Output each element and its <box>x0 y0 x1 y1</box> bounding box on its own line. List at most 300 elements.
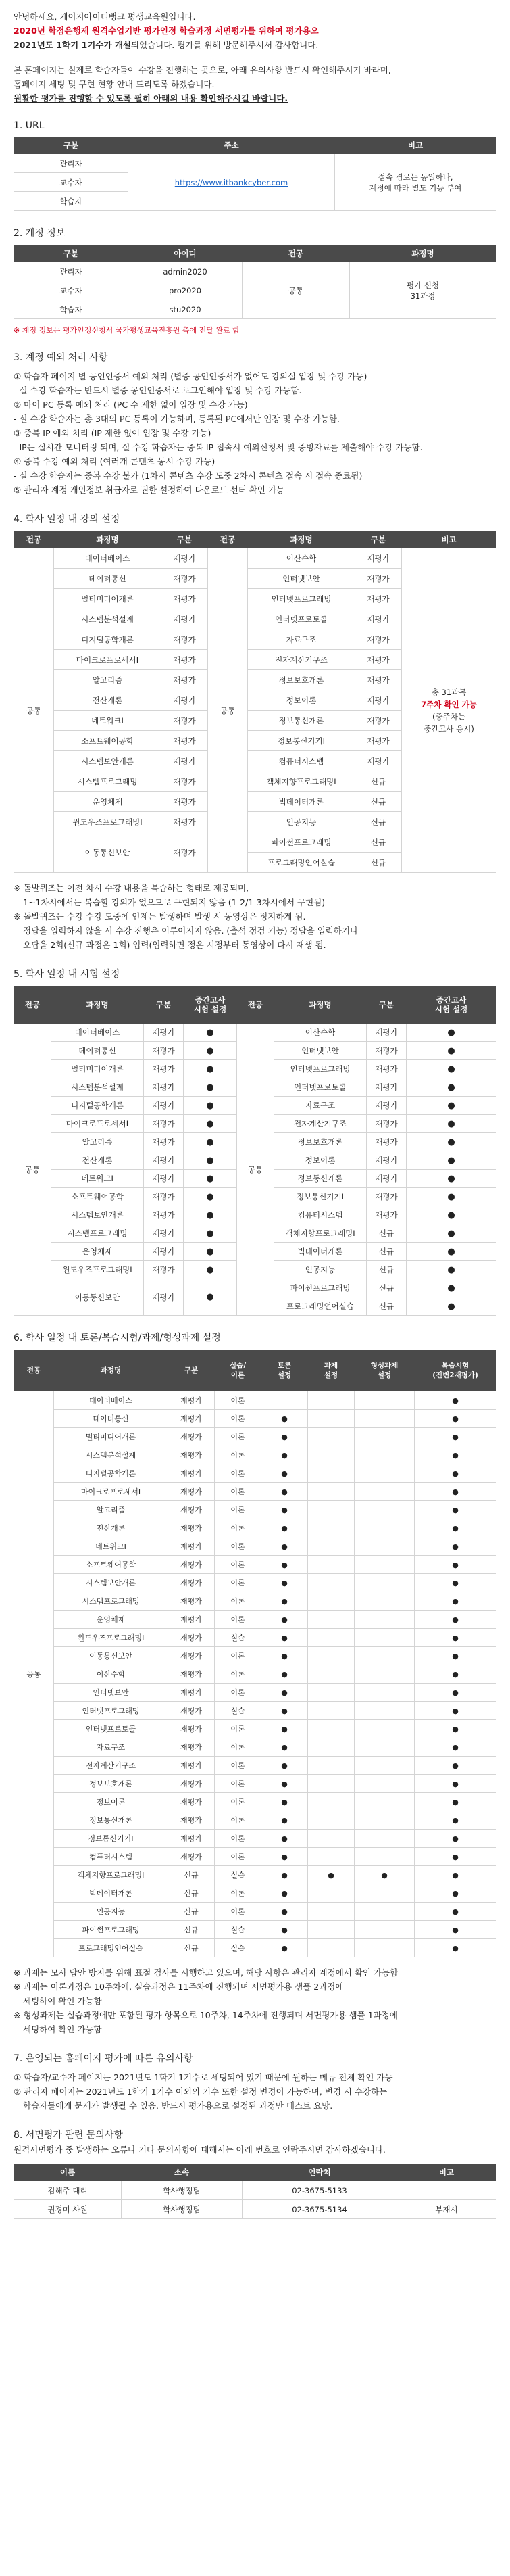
lecture-course-type: 재평가 <box>355 569 402 589</box>
activity-course-name: 이산수학 <box>54 1665 168 1684</box>
exam-mark: ● <box>184 1097 237 1115</box>
activity-course-kind: 이론 <box>215 1483 261 1501</box>
activity-row <box>14 1556 496 1574</box>
exam-mark: ● <box>407 1243 496 1261</box>
activity-review-mark: ● <box>415 1939 496 1957</box>
lecture-header: 전공 <box>14 531 54 548</box>
lecture-course-type: 재평가 <box>355 629 402 650</box>
lecture-course-name: 알고리즘 <box>54 670 161 690</box>
activity-row <box>14 1483 496 1501</box>
activity-assignment-mark <box>308 1921 355 1939</box>
exam-row <box>14 1024 496 1042</box>
url-remark <box>335 154 496 211</box>
activity-course-name: 자료구조 <box>54 1738 168 1757</box>
exam-course-name: 인터넷보안 <box>274 1042 367 1060</box>
activity-discussion-mark: ● <box>261 1757 308 1775</box>
activity-course-kind: 이론 <box>215 1574 261 1592</box>
activity-formative-mark <box>355 1592 415 1611</box>
activity-course-kind: 이론 <box>215 1537 261 1556</box>
activity-course-name: 빅데이터개론 <box>54 1884 168 1903</box>
exam-mark: ● <box>184 1224 237 1243</box>
exam-header: 중간고사 시험 설정 <box>407 986 496 1024</box>
activity-assignment-mark <box>308 1611 355 1629</box>
exam-course-type: 재평가 <box>144 1060 184 1078</box>
activity-discussion-mark: ● <box>261 1592 308 1611</box>
activity-notes <box>14 1965 496 2036</box>
activity-review-mark: ● <box>415 1647 496 1665</box>
lecture-course-name: 이산수학 <box>248 548 355 569</box>
section-caution-title: 7. 운영되는 홈페이지 평가에 따른 유의사항 <box>14 2053 193 2064</box>
activity-course-type: 재평가 <box>168 1501 215 1519</box>
exam-mark: ● <box>407 1297 496 1316</box>
account-id: pro2020 <box>128 281 243 300</box>
lecture-course-type: 재평가 <box>161 609 208 629</box>
intro-greeting: 안녕하세요, 케이지아이티뱅크 평생교육원입니다. <box>14 11 196 22</box>
contact-dept: 학사행정팀 <box>122 2181 243 2200</box>
lecture-major: 공통 <box>208 548 248 873</box>
activity-row <box>14 1501 496 1519</box>
activity-assignment-mark <box>308 1848 355 1866</box>
activity-header: 형성과제 설정 <box>355 1350 415 1391</box>
section-lecture-title: 4. 학사 일정 내 강의 설정 <box>14 514 120 525</box>
activity-review-mark: ● <box>415 1720 496 1738</box>
exam-header: 전공 <box>237 986 274 1024</box>
section-exception-title: 3. 계정 예외 처리 사항 <box>14 352 108 363</box>
activity-discussion-mark: ● <box>261 1665 308 1684</box>
account-course-2: 31과정 <box>410 291 436 301</box>
activity-course-kind: 이론 <box>215 1647 261 1665</box>
exam-course-name: 전자계산기구조 <box>274 1115 367 1133</box>
activity-course-type: 재평가 <box>168 1592 215 1611</box>
exam-header: 구분 <box>367 986 407 1024</box>
activity-review-mark: ● <box>415 1391 496 1410</box>
exam-course-name: 마이크로프로세서Ⅰ <box>51 1115 144 1133</box>
exam-course-name: 인공지능 <box>274 1261 367 1279</box>
activity-discussion-mark: ● <box>261 1884 308 1903</box>
activity-discussion-mark: ● <box>261 1830 308 1848</box>
contact-dept: 학사행정팀 <box>122 2200 243 2219</box>
lecture-course-type: 재평가 <box>161 589 208 609</box>
activity-discussion-mark: ● <box>261 1702 308 1720</box>
activity-formative-mark <box>355 1757 415 1775</box>
url-cell <box>128 154 335 211</box>
exam-course-type: 재평가 <box>367 1024 407 1042</box>
activity-header: 과제 설정 <box>308 1350 355 1391</box>
activity-course-name: 데이터베이스 <box>54 1391 168 1410</box>
activity-course-type: 신규 <box>168 1884 215 1903</box>
activity-course-type: 재평가 <box>168 1775 215 1793</box>
activity-course-name: 전자계산기구조 <box>54 1757 168 1775</box>
exam-course-name: 파이썬프로그래밍 <box>274 1279 367 1297</box>
activity-course-name: 프로그래밍언어실습 <box>54 1939 168 1957</box>
exam-course-name: 인터넷프로그래밍 <box>274 1060 367 1078</box>
lecture-course-type: 재평가 <box>161 629 208 650</box>
exam-course-type: 재평가 <box>144 1224 184 1243</box>
activity-formative-mark <box>355 1684 415 1702</box>
lecture-course-name: 멀티미디어개론 <box>54 589 161 609</box>
exam-course-type: 재평가 <box>144 1170 184 1188</box>
activity-review-mark: ● <box>415 1574 496 1592</box>
activity-note: ※ 과제는 이론과정은 10주차에, 실습과정은 11주차에 진행되며 서면평가용 샘플 2과정에 <box>14 1982 344 1992</box>
activity-course-name: 컴퓨터시스템 <box>54 1848 168 1866</box>
activity-course-type: 신규 <box>168 1903 215 1921</box>
exam-course-name: 알고리즘 <box>51 1133 144 1151</box>
exception-item: ③ 중복 IP 예외 처리 (IP 제한 없이 입장 및 수강 가능) <box>14 428 211 438</box>
exam-mark: ● <box>407 1261 496 1279</box>
activity-formative-mark <box>355 1556 415 1574</box>
caution-item: ① 학습자/교수자 페이지는 2021년도 1학기 1기수로 세팅되어 있기 때문에 원하는 메뉴 전체 확인 가능 <box>14 2072 393 2082</box>
exam-course-type: 재평가 <box>367 1151 407 1170</box>
lecture-course-name: 컴퓨터시스템 <box>248 751 355 771</box>
activity-discussion-mark: ● <box>261 1720 308 1738</box>
activity-course-name: 알고리즘 <box>54 1501 168 1519</box>
activity-course-kind: 이론 <box>215 1428 261 1446</box>
activity-course-type: 재평가 <box>168 1647 215 1665</box>
activity-course-kind: 이론 <box>215 1556 261 1574</box>
lecture-note: 정답을 입력하지 않을 시 수강 진행은 이루어지지 않음. (출석 점검 기능) 정답을 입력하거나 <box>23 926 359 936</box>
exam-course-type: 재평가 <box>144 1115 184 1133</box>
account-role: 교수자 <box>14 281 128 300</box>
activity-course-kind: 실습 <box>215 1866 261 1884</box>
activity-course-kind: 이론 <box>215 1665 261 1684</box>
account-header-major: 전공 <box>243 245 350 262</box>
activity-row <box>14 1684 496 1702</box>
lecture-course-name: 정보통신기기Ⅰ <box>248 731 355 751</box>
exam-course-name: 운영체제 <box>51 1243 144 1261</box>
activity-discussion-mark: ● <box>261 1464 308 1483</box>
lecture-course-name: 인공지능 <box>248 812 355 832</box>
exam-course-name: 데이터통신 <box>51 1042 144 1060</box>
lecture-course-name: 윈도우즈프로그래밍Ⅰ <box>54 812 161 832</box>
activity-discussion-mark: ● <box>261 1811 308 1830</box>
activity-assignment-mark <box>308 1793 355 1811</box>
lecture-course-name: 프로그래밍언어실습 <box>248 853 355 873</box>
activity-discussion-mark: ● <box>261 1519 308 1537</box>
exam-course-type: 신규 <box>367 1243 407 1261</box>
exam-course-type: 신규 <box>367 1261 407 1279</box>
activity-row <box>14 1665 496 1684</box>
activity-assignment-mark <box>308 1757 355 1775</box>
activity-course-kind: 이론 <box>215 1848 261 1866</box>
exam-mark: ● <box>184 1170 237 1188</box>
activity-course-kind: 이론 <box>215 1884 261 1903</box>
contact-phone[interactable]: 02-3675-5133 <box>243 2181 397 2200</box>
lecture-course-type: 재평가 <box>161 690 208 711</box>
lecture-course-type: 신규 <box>355 812 402 832</box>
activity-review-mark: ● <box>415 1811 496 1830</box>
activity-row <box>14 1391 496 1410</box>
activity-course-name: 인공지능 <box>54 1903 168 1921</box>
contact-header: 비고 <box>397 2164 496 2181</box>
activity-row <box>14 1446 496 1464</box>
lecture-major: 공통 <box>14 548 54 873</box>
lecture-course-type: 재평가 <box>355 589 402 609</box>
contact-header: 연락처 <box>243 2164 397 2181</box>
activity-discussion-mark: ● <box>261 1903 308 1921</box>
exception-item: - 실 수강 학습자는 중복 수강 불가 (1차시 콘텐츠 수강 도중 2차시 콘텐츠 접속 시 접속 종료됨) <box>14 471 363 481</box>
exam-table <box>14 986 496 1316</box>
exam-mark: ● <box>184 1060 237 1078</box>
exam-course-type: 재평가 <box>144 1261 184 1279</box>
lecture-course-type: 재평가 <box>161 711 208 731</box>
activity-header: 구분 <box>168 1350 215 1391</box>
activity-formative-mark <box>355 1483 415 1501</box>
exam-mark: ● <box>407 1024 496 1042</box>
activity-formative-mark <box>355 1903 415 1921</box>
activity-row <box>14 1519 496 1537</box>
activity-formative-mark <box>355 1519 415 1537</box>
account-header-id: 아이디 <box>128 245 243 262</box>
lecture-course-type: 재평가 <box>161 771 208 792</box>
activity-discussion-mark: ● <box>261 1629 308 1647</box>
exam-course-type: 재평가 <box>144 1279 184 1316</box>
activity-discussion-mark: ● <box>261 1574 308 1592</box>
activity-formative-mark <box>355 1738 415 1757</box>
intro-desc-3: 원활한 평가를 진행할 수 있도록 필히 아래의 내용 확인해주시길 바랍니다. <box>14 93 288 103</box>
activity-formative-mark: ● <box>355 1866 415 1884</box>
exam-course-name: 소프트웨어공학 <box>51 1188 144 1206</box>
activity-header: 토론 설정 <box>261 1350 308 1391</box>
lecture-course-type: 신규 <box>355 832 402 853</box>
lecture-course-name: 자료구조 <box>248 629 355 650</box>
activity-row <box>14 1410 496 1428</box>
exam-course-name: 인터넷프로토콜 <box>274 1078 367 1097</box>
exam-course-type: 재평가 <box>367 1097 407 1115</box>
exam-course-name: 빅데이터개론 <box>274 1243 367 1261</box>
activity-review-mark: ● <box>415 1665 496 1684</box>
account-table <box>14 245 496 319</box>
activity-review-mark: ● <box>415 1592 496 1611</box>
activity-course-type: 재평가 <box>168 1757 215 1775</box>
activity-assignment-mark: ● <box>308 1866 355 1884</box>
activity-row <box>14 1702 496 1720</box>
activity-row <box>14 1428 496 1446</box>
exam-mark: ● <box>407 1206 496 1224</box>
activity-discussion-mark: ● <box>261 1647 308 1665</box>
lecture-course-type: 재평가 <box>161 670 208 690</box>
contact-desc: 원격서면평가 중 발생하는 오류나 기타 문의사항에 대해서는 아래 번호로 연락주시면 감사하겠습니다. <box>14 2145 386 2155</box>
activity-course-name: 운영체제 <box>54 1611 168 1629</box>
activity-course-kind: 이론 <box>215 1410 261 1428</box>
activity-note: 세팅하여 확인 가능함 <box>23 1996 102 2006</box>
activity-review-mark: ● <box>415 1830 496 1848</box>
activity-course-kind: 이론 <box>215 1391 261 1410</box>
activity-course-name: 시스템프로그래밍 <box>54 1592 168 1611</box>
lecture-course-type: 재평가 <box>355 751 402 771</box>
activity-review-mark: ● <box>415 1866 496 1884</box>
exam-course-type: 재평가 <box>367 1078 407 1097</box>
activity-course-kind: 이론 <box>215 1738 261 1757</box>
exam-course-type: 재평가 <box>367 1206 407 1224</box>
exam-mark: ● <box>407 1170 496 1188</box>
exam-course-name: 이동통신보안 <box>51 1279 144 1316</box>
activity-course-kind: 이론 <box>215 1446 261 1464</box>
exam-mark: ● <box>407 1115 496 1133</box>
exam-mark: ● <box>184 1206 237 1224</box>
activity-major: 공통 <box>14 1391 54 1957</box>
activity-table <box>14 1350 496 1957</box>
lecture-course-type: 재평가 <box>355 731 402 751</box>
activity-assignment-mark <box>308 1811 355 1830</box>
exam-mark: ● <box>184 1151 237 1170</box>
activity-review-mark: ● <box>415 1464 496 1483</box>
activity-row <box>14 1592 496 1611</box>
lecture-course-name: 인터넷보안 <box>248 569 355 589</box>
activity-header: 실습/ 이론 <box>215 1350 261 1391</box>
activity-row <box>14 1464 496 1483</box>
activity-discussion-mark: ● <box>261 1501 308 1519</box>
activity-course-kind: 실습 <box>215 1939 261 1957</box>
activity-assignment-mark <box>308 1410 355 1428</box>
lecture-remark-1: 총 31과목 <box>431 687 467 697</box>
exam-course-name: 전산개론 <box>51 1151 144 1170</box>
lecture-course-type: 재평가 <box>355 670 402 690</box>
activity-assignment-mark <box>308 1592 355 1611</box>
activity-course-type: 재평가 <box>168 1811 215 1830</box>
activity-review-mark: ● <box>415 1519 496 1537</box>
lecture-course-type: 재평가 <box>355 690 402 711</box>
activity-note: ※ 과제는 모사 답안 방지를 위해 표절 검사를 시행하고 있으며, 해당 사항은 관리자 계정에서 확인 가능함 <box>14 1967 399 1978</box>
activity-course-name: 정보보호개론 <box>54 1775 168 1793</box>
lecture-table <box>14 531 496 873</box>
activity-formative-mark <box>355 1720 415 1738</box>
exam-mark: ● <box>407 1078 496 1097</box>
activity-course-kind: 이론 <box>215 1903 261 1921</box>
activity-course-name: 인터넷프로토콜 <box>54 1720 168 1738</box>
section-activity-title: 6. 학사 일정 내 토론/복습시험/과제/형성과제 설정 <box>14 1333 221 1343</box>
activity-review-mark: ● <box>415 1738 496 1757</box>
activity-row <box>14 1921 496 1939</box>
activity-review-mark: ● <box>415 1483 496 1501</box>
exam-course-type: 신규 <box>367 1297 407 1316</box>
activity-formative-mark <box>355 1647 415 1665</box>
exam-course-type: 재평가 <box>144 1042 184 1060</box>
activity-assignment-mark <box>308 1537 355 1556</box>
url-remark-1: 접속 경로는 동일하나, <box>378 172 453 182</box>
exam-course-name: 정보이론 <box>274 1151 367 1170</box>
activity-review-mark: ● <box>415 1629 496 1647</box>
lecture-course-type: 재평가 <box>161 569 208 589</box>
lecture-note: 오답을 2회(신규 과정은 1회) 입력(입력하면 정은 시정부터 동영상이 다시 재생 됨. <box>23 940 326 950</box>
exam-mark: ● <box>407 1151 496 1170</box>
account-id: admin2020 <box>128 262 243 281</box>
activity-course-type: 재평가 <box>168 1464 215 1483</box>
exam-course-name: 정보통신기기Ⅰ <box>274 1188 367 1206</box>
exam-course-name: 시스템프로그래밍 <box>51 1224 144 1243</box>
activity-discussion-mark: ● <box>261 1848 308 1866</box>
activity-assignment-mark <box>308 1720 355 1738</box>
activity-discussion-mark: ● <box>261 1921 308 1939</box>
exam-mark: ● <box>407 1224 496 1243</box>
intro <box>14 9 496 105</box>
lecture-course-type: 재평가 <box>161 751 208 771</box>
activity-row <box>14 1611 496 1629</box>
activity-row <box>14 1775 496 1793</box>
exam-mark: ● <box>407 1060 496 1078</box>
account-header-type: 구분 <box>14 245 128 262</box>
activity-discussion-mark: ● <box>261 1775 308 1793</box>
lecture-header: 전공 <box>208 531 248 548</box>
activity-review-mark: ● <box>415 1848 496 1866</box>
lecture-course-type: 재평가 <box>161 650 208 670</box>
activity-formative-mark <box>355 1537 415 1556</box>
activity-review-mark: ● <box>415 1921 496 1939</box>
activity-assignment-mark <box>308 1684 355 1702</box>
activity-course-kind: 이론 <box>215 1757 261 1775</box>
activity-row <box>14 1848 496 1866</box>
contact-name: 김해주 대리 <box>14 2181 122 2200</box>
exam-course-name: 객체지향프로그래밍Ⅰ <box>274 1224 367 1243</box>
contact-remark: 부재시 <box>397 2200 496 2219</box>
activity-formative-mark <box>355 1702 415 1720</box>
account-major: 공통 <box>243 262 350 319</box>
activity-course-type: 재평가 <box>168 1410 215 1428</box>
contact-remark <box>397 2181 496 2200</box>
activity-discussion-mark: ● <box>261 1866 308 1884</box>
exception-item: ⑤ 관리자 계정 개인정보 취급자로 권한 설정하여 다운로드 선터 확인 가능 <box>14 485 285 495</box>
caution-item: ② 관리자 페이지는 2021년도 1학기 1기수 이외의 기수 또한 설정 변경이 가능하며, 변경 시 수강하는 <box>14 2086 388 2097</box>
exam-course-name: 네트워크Ⅰ <box>51 1170 144 1188</box>
activity-discussion-mark: ● <box>261 1684 308 1702</box>
url-row-professor: 교수자 <box>14 173 128 192</box>
activity-course-type: 재평가 <box>168 1574 215 1592</box>
activity-discussion-mark: ● <box>261 1428 308 1446</box>
activity-discussion-mark: ● <box>261 1793 308 1811</box>
exam-course-name: 컴퓨터시스템 <box>274 1206 367 1224</box>
account-course <box>350 262 496 319</box>
section-contact-title: 8. 서면평가 관련 문의사항 <box>14 2130 123 2141</box>
exam-course-type: 재평가 <box>144 1078 184 1097</box>
lecture-course-type: 재평가 <box>355 650 402 670</box>
activity-assignment-mark <box>308 1830 355 1848</box>
activity-course-kind: 이론 <box>215 1793 261 1811</box>
activity-course-type: 재평가 <box>168 1738 215 1757</box>
exam-header: 중간고사 시험 설정 <box>184 986 237 1024</box>
lecture-course-name: 정보통신개론 <box>248 711 355 731</box>
activity-discussion-mark: ● <box>261 1483 308 1501</box>
exam-major: 공통 <box>237 1024 274 1316</box>
lecture-course-name: 인터넷프로토콜 <box>248 609 355 629</box>
activity-course-name: 윈도우즈프로그래밍Ⅰ <box>54 1629 168 1647</box>
activity-row <box>14 1866 496 1884</box>
exam-mark: ● <box>407 1097 496 1115</box>
activity-formative-mark <box>355 1775 415 1793</box>
contact-phone[interactable]: 02-3675-5134 <box>243 2200 397 2219</box>
lecture-note: 1~1차시에서는 복습할 강의가 없으므로 구현되지 않음 (1-2/1-3차시에서 구현됨) <box>23 897 326 907</box>
lecture-course-name: 빅데이터개론 <box>248 792 355 812</box>
activity-discussion-mark <box>261 1391 308 1410</box>
activity-course-name: 네트워크Ⅰ <box>54 1537 168 1556</box>
activity-formative-mark <box>355 1574 415 1592</box>
lecture-header: 구분 <box>161 531 208 548</box>
activity-review-mark: ● <box>415 1446 496 1464</box>
exam-course-type: 신규 <box>367 1224 407 1243</box>
activity-formative-mark <box>355 1665 415 1684</box>
url-header-remark: 비고 <box>335 137 496 154</box>
site-url-link[interactable]: https://www.itbankcyber.com <box>174 177 288 187</box>
activity-assignment-mark <box>308 1556 355 1574</box>
activity-assignment-mark <box>308 1647 355 1665</box>
exam-course-name: 프로그래밍언어실습 <box>274 1297 367 1316</box>
exam-header: 전공 <box>14 986 51 1024</box>
activity-course-kind: 실습 <box>215 1702 261 1720</box>
activity-discussion-mark: ● <box>261 1738 308 1757</box>
activity-assignment-mark <box>308 1775 355 1793</box>
contact-table <box>14 2164 496 2219</box>
activity-assignment-mark <box>308 1884 355 1903</box>
activity-course-name: 인터넷보안 <box>54 1684 168 1702</box>
exam-course-type: 재평가 <box>367 1115 407 1133</box>
